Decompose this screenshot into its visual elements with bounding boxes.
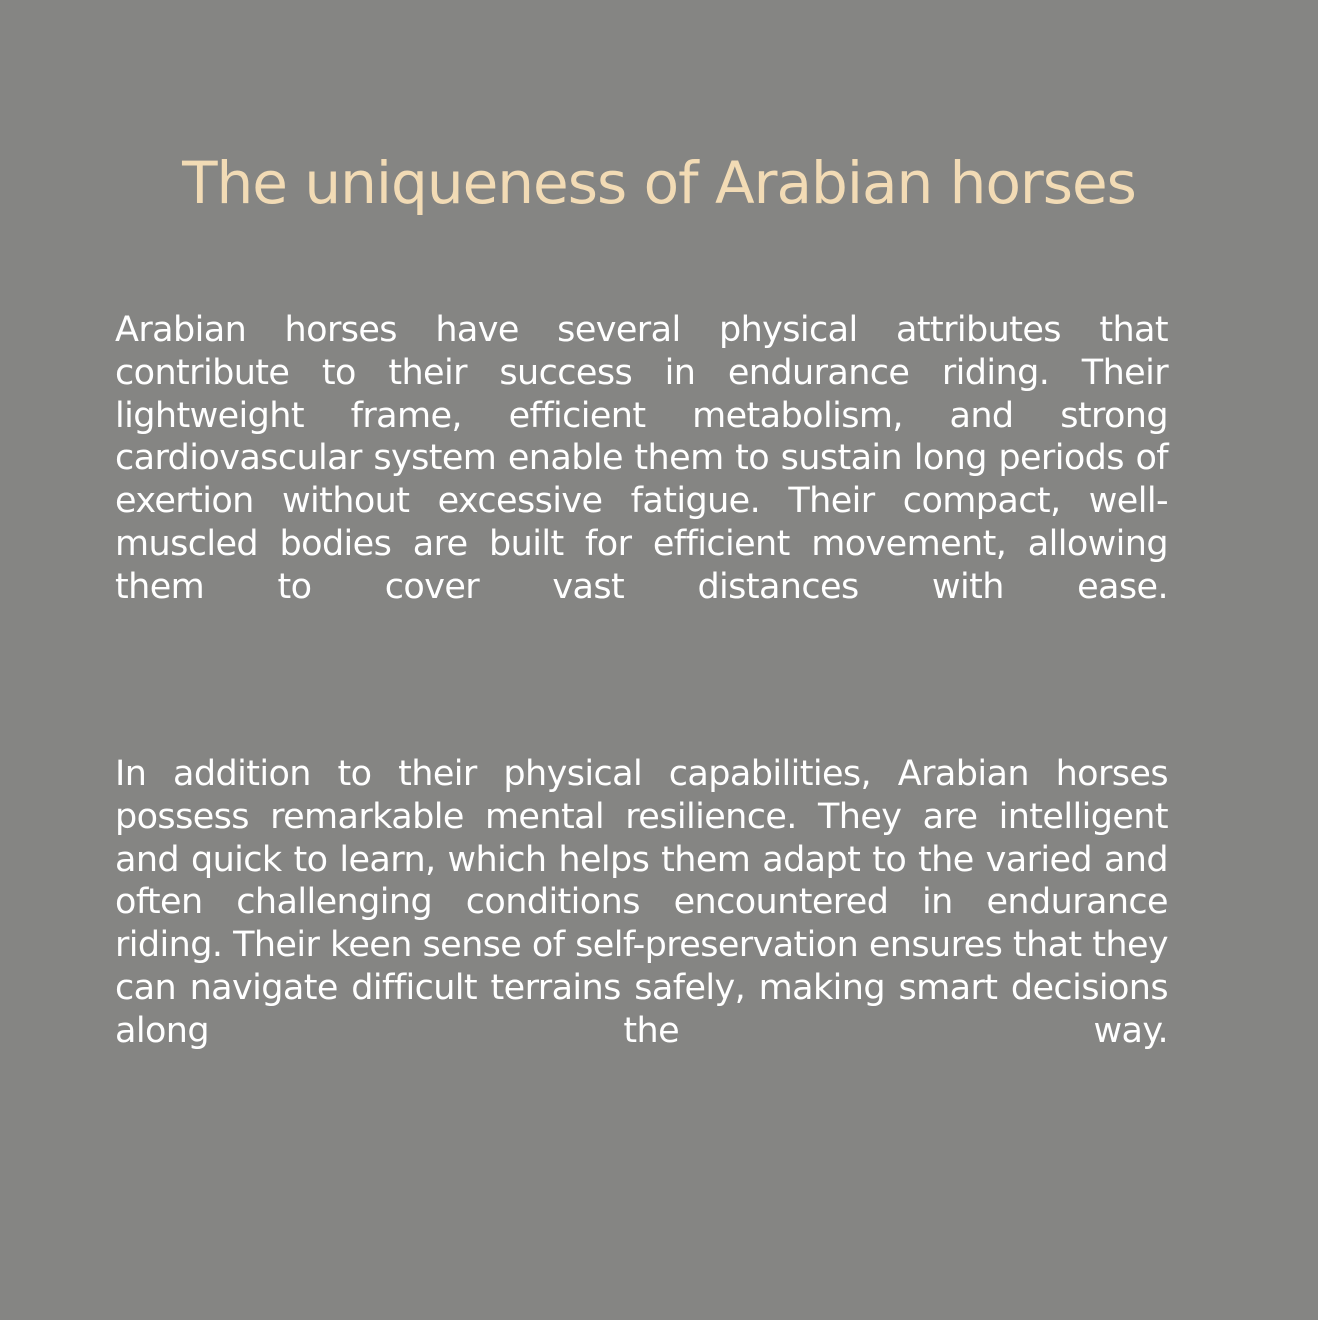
body-paragraph-physical: Arabian horses have several physical attributes that contribute to their success in endurance riding. Their lightweight frame, efficient metabolism, and strong cardiovascular system enable them to sustain long periods of exertion without excessive fatigue. Their compact, well-muscled bodies are built for efficient movement, allowing them to cover vast distances with ease. [115,310,1168,607]
page-title: The uniqueness of Arabian horses [182,149,1136,217]
body-paragraph-mental: In addition to their physical capabilities, Arabian horses possess remarkable mental resilience. They are intelligent and quick to learn, which helps them adapt to the varied and often challenging conditions encountered in endurance riding. Their keen sense of self-preservation ensures that they can navigate difficult terrains safely, making smart decisions along the way. [115,754,1168,1051]
